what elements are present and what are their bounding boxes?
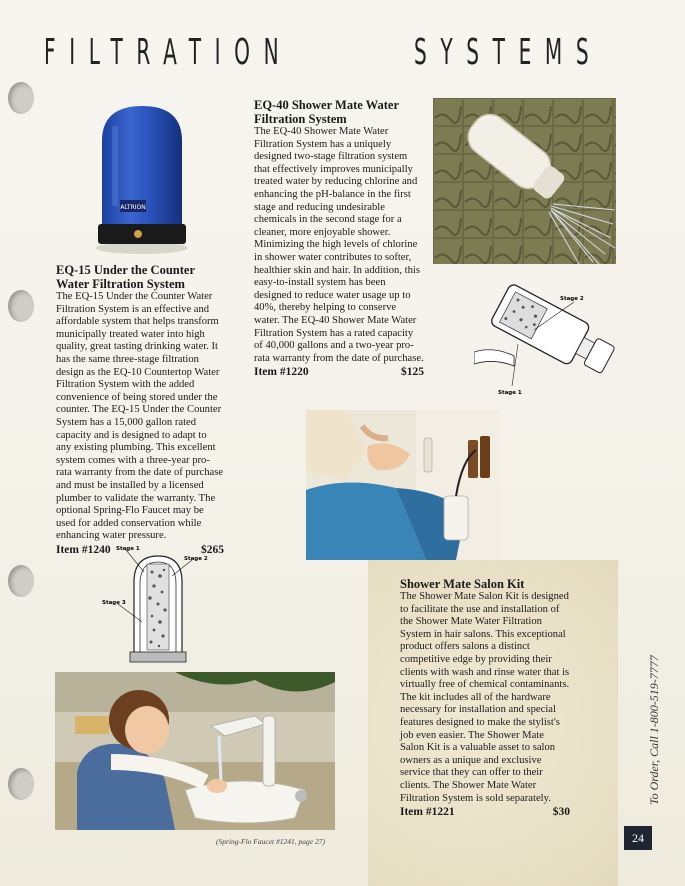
eq15-title: EQ-15 Under the Counter Water Filtration System (56, 263, 195, 291)
binder-hole (8, 82, 34, 114)
binder-hole (8, 290, 34, 322)
order-phone-text: To Order, Call 1-800-519-7777 (647, 655, 661, 805)
eq15-section (56, 263, 224, 557)
eq15-price: $265 (201, 543, 224, 556)
eq15-description: The EQ-15 Under the Counter Water Filtration System is an effective and affordable system that helps transform municipally treated water into high quality, great tasting drinking water. It has the same three-stage filtration design as the EQ-10 Countertop Water Filtration System with the added convenience of being stored under the counter. The EQ-15 Under the Counter System has a 15,000 gallon rated capacity and is designed to adapt to any existing plumbing. This excellent system comes with a three-year pro-rata warranty from the date of purchase and must be installed by a licensed plumber to validate the warranty. The optional Spring-Flo Faucet may be used for added conservation while enhancing water pressure. (56, 291, 224, 542)
eq40-section (254, 98, 424, 379)
salon-price: $30 (552, 806, 570, 819)
faucet-photo (55, 672, 335, 830)
binder-hole (8, 768, 34, 800)
eq15-stage-diagram (92, 542, 222, 666)
eq40-item-row (254, 365, 424, 379)
eq15-stage3-label: Stage 3 (102, 600, 126, 606)
eq40-stage1-label: Stage 1 (498, 390, 522, 396)
eq15-item-number: Item #1240 (56, 543, 111, 556)
title-filtration: FILTRATION (44, 32, 293, 73)
salon-title: Shower Mate Salon Kit (400, 577, 525, 591)
salon-section (400, 577, 570, 819)
page-number: 24 (624, 826, 652, 850)
title-systems: SYSTEMS (414, 32, 603, 73)
eq40-price: $125 (401, 366, 424, 379)
salon-photo (306, 410, 500, 560)
eq15-stage1-label: Stage 1 (116, 546, 140, 552)
eq15-product-photo (80, 96, 205, 258)
salon-item-number: Item #1221 (400, 806, 455, 819)
eq40-item-number: Item #1220 (254, 366, 309, 379)
salon-description: The Shower Mate Salon Kit is designed to facilitate the use and installation of the Shower Mate Water Filtration System in hair salons. This exceptional product offers salons a distinct competitive edge by providing their clients with wash and rinse water that is virtually free of chemical contaminants. The kit includes all of the hardware necessary for installation and special features designed to make the stylist's job even easier. The Shower Mate Salon Kit is a valuable asset to salon owners as a unique and exclusive service that they can offer to their clients. The Shower Mate Water Filtration System is sold separately. (400, 591, 570, 804)
faucet-caption: (Spring-Flo Faucet #1241, page 27) (216, 837, 325, 846)
binder-hole (8, 565, 34, 597)
shower-head-photo (433, 98, 616, 264)
eq40-title: EQ-40 Shower Mate Water Filtration System (254, 98, 399, 126)
eq40-stage-diagram (474, 282, 634, 397)
page-title (44, 32, 664, 76)
eq40-stage2-label: Stage 2 (560, 296, 584, 302)
eq40-description: The EQ-40 Shower Mate Water Filtration System has a uniquely designed two-stage filtration system that effectively improves municipally treated water by reducing chlorine and enhancing the pH-balance in the first stage and reducing undesirable chemicals in the second stage for a cleaner, more enjoyable shower. Minimizing the high levels of chlorine in shower water contributes to softer, healthier skin and hair. In addition, this easy-to-install system has been designed to reduce water usage up to 40%, thereby helping to conserve water. The EQ-40 Shower Mate Water Filtration System has a rated capacity of 40,000 gallons and a two-year pro-rata warranty from the date of purchase. (254, 126, 424, 364)
canister-label: ALTRION (120, 204, 146, 211)
eq15-stage2-label: Stage 2 (184, 556, 208, 562)
salon-item-row (400, 805, 570, 819)
